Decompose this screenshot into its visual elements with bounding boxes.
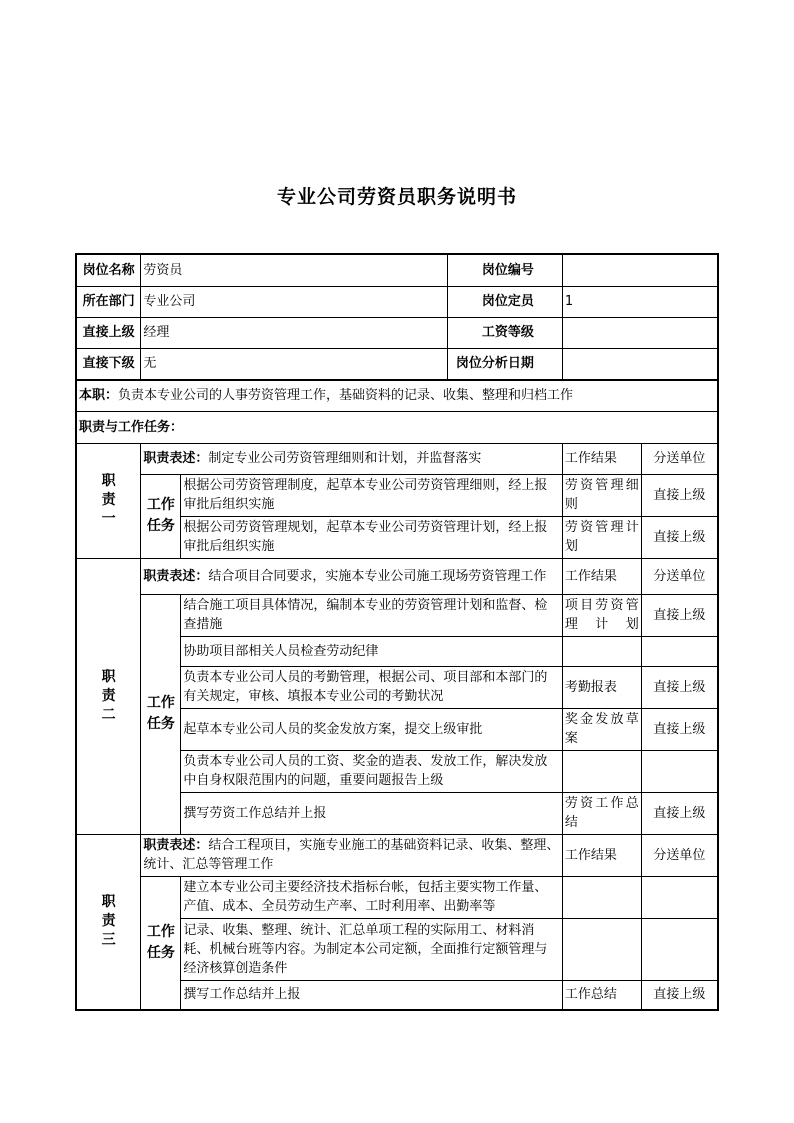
duty-2-task-1-dest: 直接上级: [641, 594, 718, 636]
post-name-value: 劳资员: [141, 254, 448, 286]
duty-3-task-2-result: [562, 918, 641, 980]
duty-summary-row: [76, 380, 718, 411]
duty-2-dest-header: 分送单位: [641, 558, 718, 594]
dept-label: 所在部门: [76, 286, 141, 317]
superior-label: 直接上级: [76, 317, 141, 348]
superior-value: 经理: [141, 317, 448, 348]
duty-3-description-row: [76, 834, 718, 876]
duty-3-task-3-dest: 直接上级: [641, 980, 718, 1010]
analysis-date-value: [562, 348, 718, 380]
info-row-2: [76, 286, 718, 317]
duty-3-task-1-result: [562, 876, 641, 918]
duty-2-task-1: 结合施工项目具体情况，编制本专业的劳资管理计划和监督、检查措施: [181, 594, 563, 636]
duty-2-task-6-result: 劳资工作总结: [562, 792, 641, 834]
section-label-row: [76, 411, 718, 443]
wage-label: 工资等级: [448, 317, 563, 348]
duty-1-task-2: 根据公司劳资管理规划，起草本专业公司劳资管理计划，经上报审批后组织实施: [181, 516, 563, 558]
duty-3-task-row: [76, 876, 718, 918]
duty-3-task-1-dest: [641, 876, 718, 918]
wage-value: [562, 317, 718, 348]
duty-3-task-2-dest: [641, 918, 718, 980]
duty-3-result-header: 工作结果: [562, 834, 641, 876]
duty-1-description-row: [76, 443, 718, 474]
duty-1-task-label: 工作 任务: [141, 474, 181, 558]
duty-2-task-4: 起草本专业公司人员的奖金发放方案，提交上级审批: [181, 708, 563, 750]
duty-2-task-row: [76, 594, 718, 636]
duty-1-task-row: [76, 474, 718, 516]
post-no-label: 岗位编号: [448, 254, 563, 286]
quota-value: 1: [562, 286, 718, 317]
duty-2-task-1-result: 项目劳资管理计划: [562, 594, 641, 636]
duty-2-task-3-dest: 直接上级: [641, 666, 718, 708]
info-row-3: [76, 317, 718, 348]
duty-1-dest-header: 分送单位: [641, 443, 718, 474]
duty-2-label: 职 责 二: [76, 558, 141, 834]
document-title: 专业公司劳资员职务说明书: [276, 186, 517, 208]
duty-2-result-header: 工作结果: [562, 558, 641, 594]
subordinate-value: 无: [141, 348, 448, 380]
duty-2-task-4-dest: 直接上级: [641, 708, 718, 750]
duty-1-task-2-result: 劳资管理计划: [562, 516, 641, 558]
info-row-4: [76, 348, 718, 380]
section-label: 职责与工作任务：: [76, 411, 718, 443]
duty-1-result-header: 工作结果: [562, 443, 641, 474]
duty-summary-text: 负责本专业公司的人事劳资管理工作，基础资料的记录、收集、整理和归档工作: [118, 388, 574, 404]
duty-1-description: 职责表述：制定专业公司劳资管理细则和计划，并监督落实: [141, 443, 563, 474]
duty-3-task-2: 记录、收集、整理、统计、汇总单项工程的实际用工、材料消耗、机械台班等内容。为制定本公司定额，全面推行定额管理与经济核算创造条件: [181, 918, 563, 980]
subordinate-label: 直接下级: [76, 348, 141, 380]
duty-2-task-5-dest: [641, 750, 718, 792]
duty-2-task-6-dest: 直接上级: [641, 792, 718, 834]
analysis-date-label: 岗位分析日期: [448, 348, 563, 380]
duty-summary: [76, 380, 718, 411]
duty-1-task-2-dest: 直接上级: [641, 516, 718, 558]
duty-2-task-3: 负责本专业公司人员的考勤管理，根据公司、项目部和本部门的有关规定，审核、填报本专业公司的考勤状况: [181, 666, 563, 708]
duty-3-label: 职 责 三: [76, 834, 141, 1010]
duty-3-task-label: 工作 任务: [141, 876, 181, 1010]
duty-summary-label: 本职：: [79, 388, 119, 404]
quota-label: 岗位定员: [448, 286, 563, 317]
duty-2-task-3-result: 考勤报表: [562, 666, 641, 708]
duty-2-task-4-result: 奖金发放草案: [562, 708, 641, 750]
duty-2-task-2-result: [562, 636, 641, 666]
duty-3-task-3-result: 工作总结: [562, 980, 641, 1010]
duty-2-task-5-result: [562, 750, 641, 792]
info-row-1: [76, 254, 718, 286]
post-name-label: 岗位名称: [76, 254, 141, 286]
duty-2-task-5: 负责本专业公司人员的工资、奖金的造表、发放工作，解决发放中自身权限范围内的问题，重要问题报告上级: [181, 750, 563, 792]
duty-3-description: 职责表述：结合工程项目，实施专业施工的基础资料记录、收集、整理、统计、汇总等管理工作: [141, 834, 563, 876]
duty-2-task-2-dest: [641, 636, 718, 666]
duty-1-label: 职 责 一: [76, 443, 141, 558]
duty-2-task-6: 撰写劳资工作总结并上报: [181, 792, 563, 834]
duty-3-task-3: 撰写工作总结并上报: [181, 980, 563, 1010]
duty-1-task-1-dest: 直接上级: [641, 474, 718, 516]
post-no-value: [562, 254, 718, 286]
duty-1-task-1-result: 劳资管理细则: [562, 474, 641, 516]
duty-2-task-label: 工作 任务: [141, 594, 181, 834]
duty-3-task-1: 建立本专业公司主要经济技术指标台帐，包括主要实物工作量、产值、成本、全员劳动生产率、工时利用率、出勤率等: [181, 876, 563, 918]
job-description-table: [75, 253, 719, 1011]
dept-value: 专业公司: [141, 286, 448, 317]
duty-2-description-row: [76, 558, 718, 594]
duty-1-task-1: 根据公司劳资管理制度，起草本专业公司劳资管理细则，经上报审批后组织实施: [181, 474, 563, 516]
duty-3-dest-header: 分送单位: [641, 834, 718, 876]
duty-2-task-2: 协助项目部相关人员检查劳动纪律: [181, 636, 563, 666]
duty-2-description: 职责表述：结合项目合同要求，实施本专业公司施工现场劳资管理工作: [141, 558, 563, 594]
